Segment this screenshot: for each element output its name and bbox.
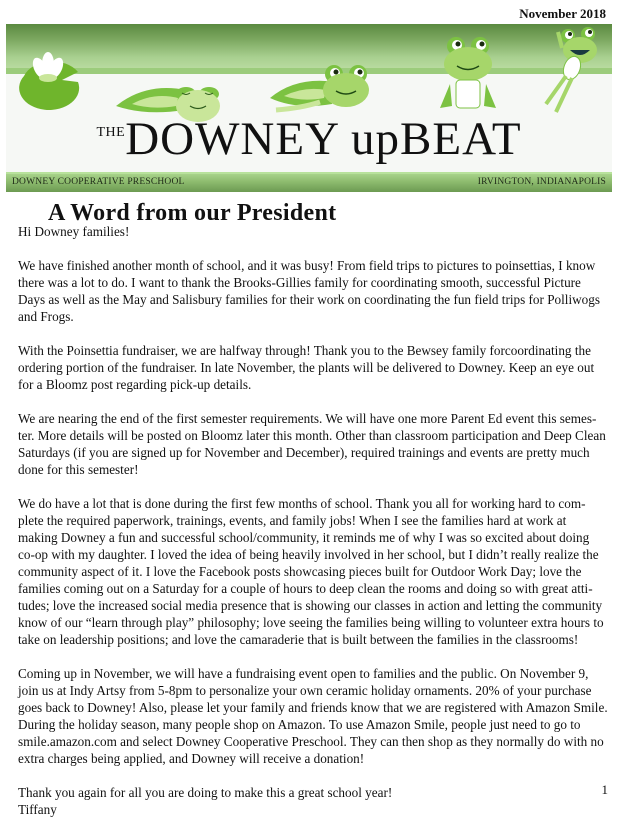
masthead-prefix: THE [96,125,126,140]
paragraph: We are nearing the end of the first semester requirements. We will have one more Parent Ed event this semes-ter. More details will be posted on Bloomz later this month. Other than classroom participation and Deep Clean Saturdays (if you are signed up for November and December), required trainings and events are pretty much done for this semester! [18,411,606,477]
paragraph: Coming up in November, we will have a fundraising event open to families and the public. On November 9, join us at Indy Artsy from 5-8pm to personalize your own ceramic holiday ornaments. 20% of your purchase goes back to Downey! Also, please let your family and friends know that we are registered with Amazon Smile. During the holiday season, many people shop on Amazon. To use Amazon Smile, people just need to go to smile.amazon.com and select Downey Cooperative Preschool. They can then shop as they normally do with no extra charges being applied, and Downey will receive a donation! [18,666,608,766]
jumping-frog-icon [546,27,597,112]
banner-artwork [6,24,612,124]
school-name: DOWNEY COOPERATIVE PRESCHOOL [12,177,185,187]
masthead-banner [6,24,612,172]
article-title: A Word from our President [48,200,337,226]
sitting-frog-icon [440,37,496,108]
school-info-strip [6,172,612,192]
newsletter-masthead [6,112,612,166]
issue-date: November 2018 [519,6,606,21]
paragraph: With the Poinsettia fundraiser, we are halfway through! Thank you to the Bewsey family forcoordinating the ordering portion of the fundraiser. In late November, the plants will be delivered to Downey. Keep an eye out for a Bloomz post regarding pick-up details. [18,343,595,392]
paragraph: We have finished another month of school, and it was busy! From field trips to pictures to poinsettias, I know there was a lot to do. I want to thank the Brooks-Gillies family for coordinating smooth, successful Picture Days as well as the May and Salisbury families for their work on coordinating the fun field trips for Polliwogs and Frogs. [18,258,600,324]
signature: Tiffany [18,802,57,817]
swimming-frog-icon [270,65,369,110]
greeting: Hi Downey families! [18,224,130,239]
paragraph: We do have a lot that is done during the first few months of school. Thank you all for working hard to com-plete the required paperwork, trainings, events, and family jobs! When I see the families hard at work at making Downey a fun and successful school/community, it reminds me of why I was so excited about doing co-op with my daughter. I loved the idea of being heavily involved in her school, but I didn’t really realize the community aspect of it. I love the Facebook posts showcasing pieces built for Outdoor Work Day; love the families coming out on a Saturday for a couple of hours to deep clean the rooms and doing so with great atti-tudes; love the increased social media presence that is showing our classes in action and letting the community know of our “learn through play” philosophy; love seeing the families being willing to volunteer extra hours to take on leadership positions; and love the camaraderie that is built between the families in the classrooms! [18,496,604,647]
closing-line: Thank you again for all you are doing to make this a great school year! [18,785,393,800]
school-location: IRVINGTON, INDIANAPOLIS [477,177,606,187]
page-number: 1 [601,782,608,797]
masthead-title: DOWNEY upBEAT [125,113,522,165]
article-body [18,223,608,818]
lily-pad-icon [19,52,79,110]
